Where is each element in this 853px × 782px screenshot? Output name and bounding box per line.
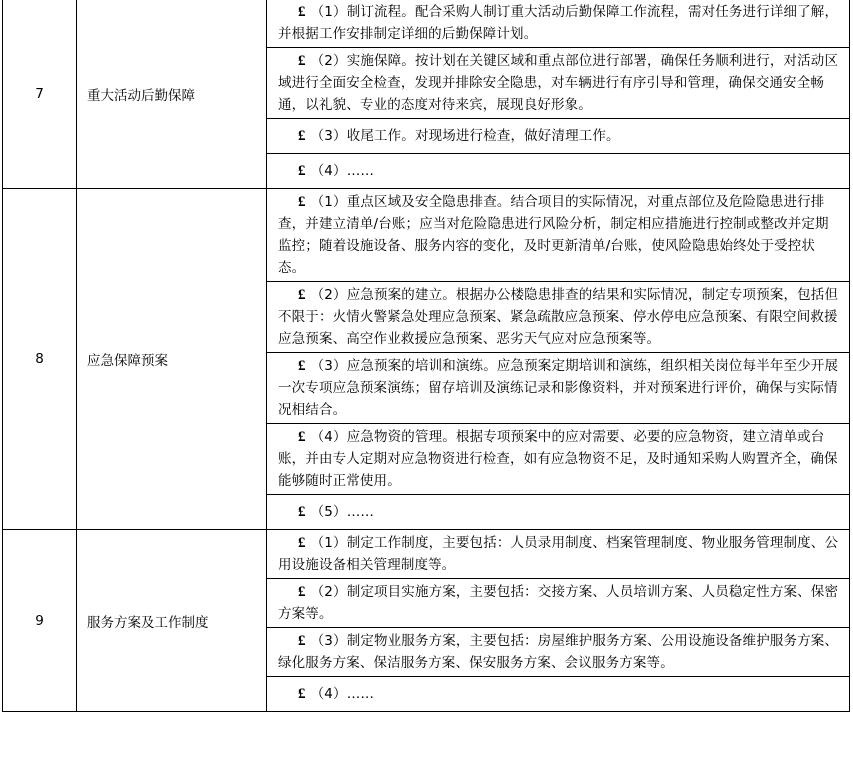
list-item — [267, 424, 850, 495]
row-number: 9 — [3, 530, 77, 712]
checkbox-bullet-icon: £ — [298, 504, 306, 520]
list-item — [267, 628, 850, 677]
item-text: （1）制订流程。配合采购人制订重大活动后勤保障工作流程，需对任务进行详细了解，并根据工作安排制定详细的后勤保障计划。 — [278, 4, 839, 42]
list-item — [267, 579, 850, 628]
checkbox-bullet-icon: £ — [298, 128, 306, 144]
list-item — [267, 530, 850, 579]
checkbox-bullet-icon: £ — [298, 358, 306, 374]
item-text: （1）重点区域及安全隐患排查。结合项目的实际情况，对重点部位及危险隐患进行排查，并建立清单/台账；应当对危险隐患进行风险分析，制定相应措施进行控制或整改并定期监控；随着设施设备、服务内容的变化，及时更新清单/台账，使风险隐患始终处于受控状态。 — [278, 194, 829, 276]
item-text: （4）…… — [310, 163, 374, 179]
row-title: 重大活动后勤保障 — [77, 0, 267, 189]
item-text: （1）制定工作制度，主要包括：人员录用制度、档案管理制度、物业服务管理制度、公用设施设备相关管理制度等。 — [278, 535, 839, 573]
checkbox-bullet-icon: £ — [298, 53, 306, 69]
item-text: （2）实施保障。按计划在关键区域和重点部位进行部署，确保任务顺利进行，对活动区域进行全面安全检查，发现并排除安全隐患，对车辆进行有序引导和管理，确保交通安全畅通，以礼貌、专业的态度对待来宾，展现良好形象。 — [278, 53, 839, 113]
checkbox-bullet-icon: £ — [298, 584, 306, 600]
table-row — [3, 530, 850, 579]
item-text: （3）收尾工作。对现场进行检查，做好清理工作。 — [310, 128, 620, 144]
item-text: （3）应急预案的培训和演练。应急预案定期培训和演练，组织相关岗位每半年至少开展一次专项应急预案演练；留存培训及演练记录和影像资料，并对预案进行评价，确保与实际情况相结合。 — [278, 358, 839, 418]
item-text: （4）…… — [310, 686, 374, 702]
list-item — [267, 677, 850, 712]
list-item — [267, 495, 850, 530]
list-item — [267, 0, 850, 48]
checkbox-bullet-icon: £ — [298, 429, 306, 445]
item-text: （2）应急预案的建立。根据办公楼隐患排查的结果和实际情况，制定专项预案，包括但不限于：火情火警紧急处理应急预案、紧急疏散应急预案、停水停电应急预案、有限空间救援应急预案、高空作业救援应急预案、恶劣天气应对应急预案等。 — [278, 287, 839, 347]
checkbox-bullet-icon: £ — [298, 686, 306, 702]
row-number: 7 — [3, 0, 77, 189]
checkbox-bullet-icon: £ — [298, 287, 306, 303]
list-item — [267, 189, 850, 282]
checkbox-bullet-icon: £ — [298, 535, 306, 551]
table-row — [3, 0, 850, 48]
row-number: 8 — [3, 189, 77, 530]
item-text: （3）制定物业服务方案，主要包括：房屋维护服务方案、公用设施设备维护服务方案、绿化服务方案、保洁服务方案、保安服务方案、会议服务方案等。 — [278, 633, 839, 671]
checkbox-bullet-icon: £ — [298, 4, 306, 20]
item-text: （2）制定项目实施方案，主要包括：交接方案、人员培训方案、人员稳定性方案、保密方案等。 — [278, 584, 839, 622]
item-text: （4）应急物资的管理。根据专项预案中的应对需要、必要的应急物资，建立清单或台账，并由专人定期对应急物资进行检查，如有应急物资不足，及时通知采购人购置齐全，确保能够随时正常使用。 — [278, 429, 838, 489]
table-row — [3, 189, 850, 282]
checkbox-bullet-icon: £ — [298, 194, 306, 210]
list-item — [267, 282, 850, 353]
list-item — [267, 154, 850, 189]
checkbox-bullet-icon: £ — [298, 163, 306, 179]
list-item — [267, 353, 850, 424]
checkbox-bullet-icon: £ — [298, 633, 306, 649]
list-item — [267, 48, 850, 119]
row-title: 服务方案及工作制度 — [77, 530, 267, 712]
row-title: 应急保障预案 — [77, 189, 267, 530]
item-text: （5）…… — [310, 504, 374, 520]
list-item — [267, 119, 850, 154]
service-requirements-table — [2, 0, 850, 712]
